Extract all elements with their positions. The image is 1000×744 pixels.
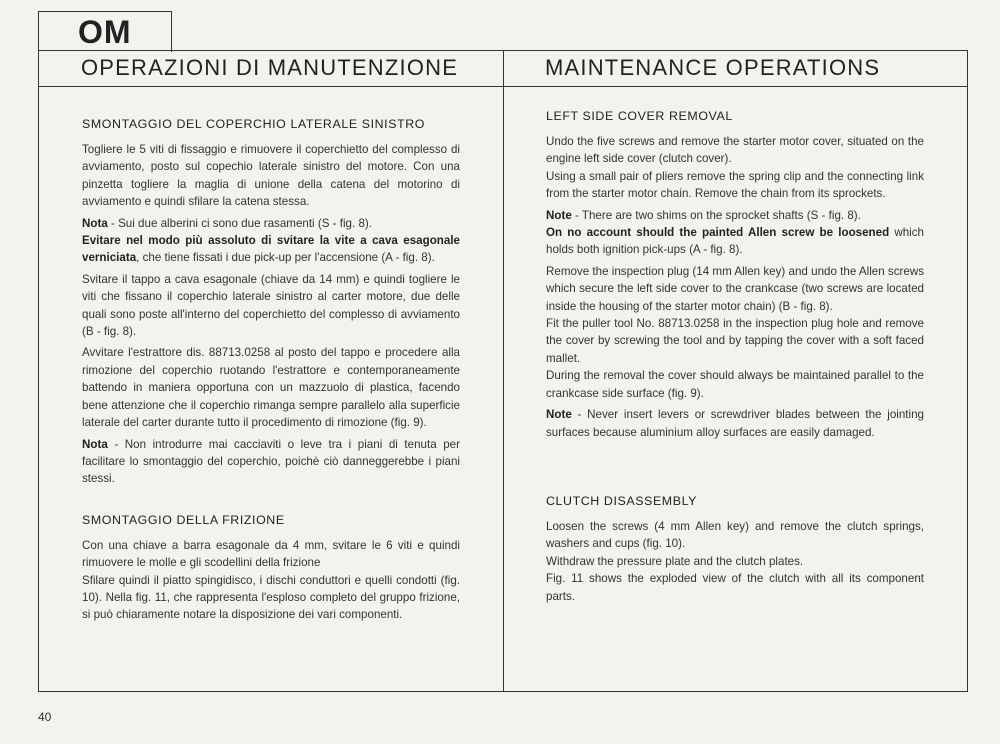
paragraph: Loosen the screws (4 mm Allen key) and remove the clutch springs, washers and cups (fig. 10). [546,519,924,551]
note-paragraph [546,406,924,441]
english-column [546,108,924,609]
paragraph: Withdraw the pressure plate and the clutch plates. [546,554,804,568]
paragraph: During the removal the cover should always be maintained parallel to the crankcase side surface (fig. 9). [546,369,924,400]
paragraph: Togliere le 5 viti di fissaggio e rimuovere il coperchietto del complesso di avviamento, posto sul copechio laterale sinistro del motore. Con una pinzetta togliere la maglia di unione della catena del motorino di avviamento e quindi sfilare la catena stessa. [82,143,460,209]
om-badge: OM [78,14,132,50]
title-italian: OPERAZIONI DI MANUTENZIONE [81,55,459,80]
paragraph: Undo the five screws and remove the starter motor cover, situated on the engine left side cover (clutch cover). [546,135,924,166]
paragraph: Sfilare quindi il piatto spingidisco, i dischi conduttori e quelli condotti (fig. 10). Nella fig. 11, che rappresenta l'esploso completo del gruppo frizione, si può chiaramente notare la disposizione dei vari componenti. [82,573,460,622]
paragraph: Con una chiave a barra esagonale da 4 mm, svitare le 6 viti e quindi rimuovere le molle e gli scodellini della frizione [82,538,460,570]
section-heading-clutch-en: CLUTCH DISASSEMBLY [546,493,698,508]
warning-text: On no account should the painted Allen screw be loosened [546,226,890,240]
section-heading-clutch-it: SMONTAGGIO DELLA FRIZIONE [82,512,285,527]
note-rest: which holds both ignition pick-ups (A - fig. 8). [546,226,924,257]
note-text: - Non introdurre mai cacciaviti o leve tra i piani di tenuta per facilitare lo smontaggio del coperchio, poichè ciò danneggerebbe i piani stessi. [82,437,460,486]
section-heading-cover-it: SMONTAGGIO DEL COPERCHIO LATERALE SINISTRO [82,117,426,131]
section-heading-cover-en: LEFT SIDE COVER REMOVAL [546,109,733,123]
note-label: Note [546,208,572,222]
note-text: - Sui due alberini ci sono due rasamenti (S - fig. 8). [107,216,372,230]
note-label: Nota [82,437,108,451]
note-paragraph [546,207,924,259]
note-paragraph [82,215,460,267]
paragraph: Svitare il tappo a cava esagonale (chiave da 14 mm) e quindi togliere le viti che fissano il coperchio laterale sinistro al carter motore, due delle quali sono poste all'interno del coperchietto del complesso di avviamento (B - fig. 8). [82,272,460,339]
note-label: Note [546,408,572,422]
paragraph: Using a small pair of pliers remove the spring clip and the connecting link from the starter motor chain. Remove the chain from its sprockets. [546,169,924,201]
spacer [546,445,924,493]
note-rest: , che tiene fissati i due pick-up per l'accensione (A - fig. 8). [136,251,435,265]
note-paragraph [82,436,460,488]
italian-column [82,116,460,628]
paragraph: Fit the puller tool No. 88713.0258 in the inspection plug hole and remove the cover by screwing the tool and by tapping the cover with a soft faced mallet. [546,317,924,365]
paragraph: Fig. 11 shows the exploded view of the clutch with all its component parts. [546,572,924,603]
page-number: 40 [38,710,52,724]
paragraph: Remove the inspection plug (14 mm Allen key) and undo the Allen screws which secure the left side cover to the crankcase (two screws are located inside the housing of the starter motor chain) (B - fig. 8). [546,264,924,313]
note-label: Nota [82,216,108,230]
note-text: - Never insert levers or screwdriver blades between the jointing surfaces because aluminium alloy surfaces are easily damaged. [546,408,924,439]
title-english: MAINTENANCE OPERATIONS [545,55,881,80]
spacer [82,492,460,512]
paragraph: Avvitare l'estrattore dis. 88713.0258 al posto del tappo e procedere alla rimozione del coperchio ruotando l'estrattore e contemporaneamente battendo in maniera opportuna con un mazzuolo di plastica, facendo bene attenzione che il coperchio rimanga sempre parallelo alla superficie laterale del carter durante tutto il procedimento di rimozione (fig. 9). [82,346,460,430]
column-divider [503,51,504,691]
note-text: - There are two shims on the sprocket shafts (S - fig. 8). [571,208,861,222]
warning-text: Evitare nel modo più assoluto di svitare la vite a cava esagonale verniciata [82,234,460,265]
